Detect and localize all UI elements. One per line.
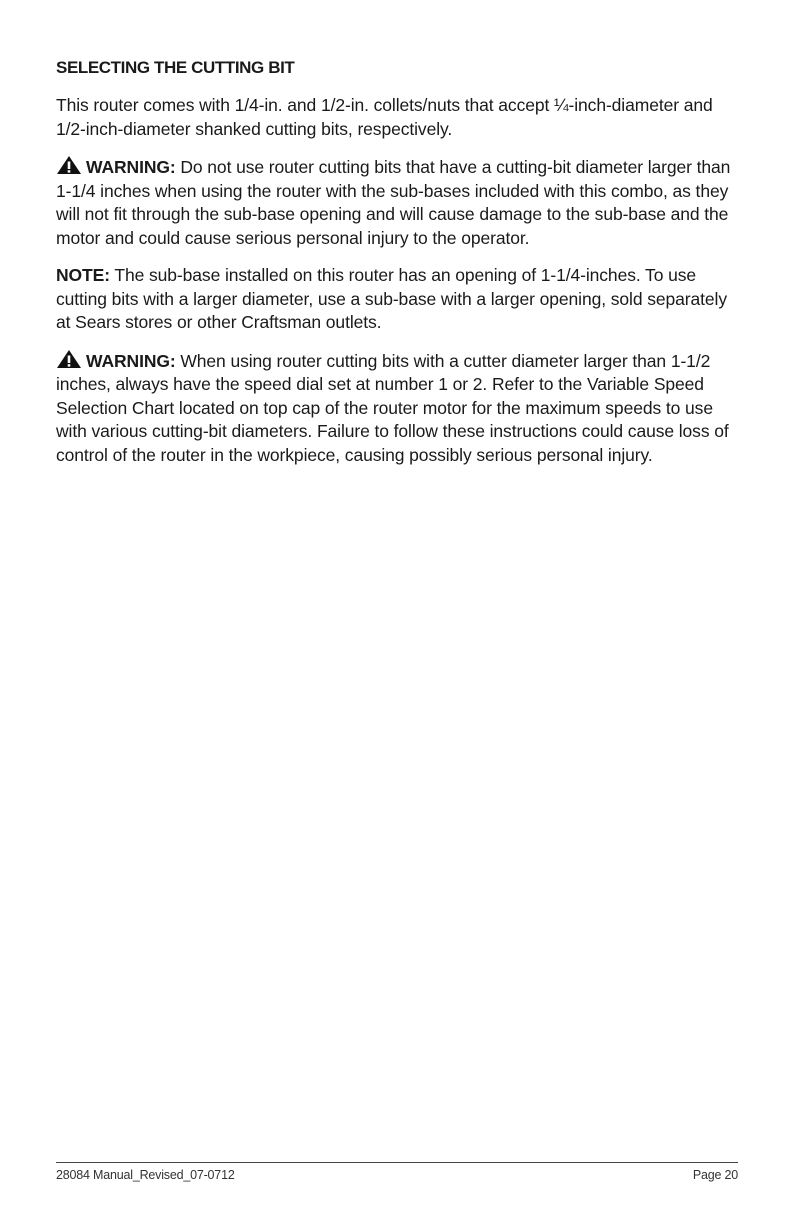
footer-page-number: Page 20: [692, 1168, 738, 1182]
note-paragraph: [56, 264, 746, 335]
warning-triangle-icon: [56, 155, 82, 175]
footer-document-id: 28084 Manual_Revised_07-0712: [56, 1168, 235, 1182]
page-footer: [56, 1168, 738, 1182]
warning-label: WARNING:: [86, 350, 176, 371]
warning-triangle-icon: [56, 349, 82, 369]
page-content: [56, 58, 746, 483]
warning-paragraph-1: [56, 155, 746, 250]
warning-label: WARNING:: [86, 157, 176, 177]
footer-divider: [56, 1162, 738, 1163]
warning-text: Do not use router cutting bits that have a cutting-bit diameter larger than 1-1/4 inches when using the router with the sub-bases included with this combo, as they will not fit through the sub-base opening and will cause damage to the sub-base and the motor and could cause serious personal injury to the operator.: [56, 157, 731, 248]
intro-paragraph: This router comes with 1/4-in. and 1/2-in. collets/nuts that accept ¼-inch-diameter and 1/2-inch-diameter shanked cutting bits, respectively.: [56, 95, 713, 139]
warning-paragraph-2: [56, 349, 746, 468]
note-label: NOTE:: [56, 265, 110, 285]
note-text: The sub-base installed on this router has an opening of 1-1/4-inches. To use cutting bits with a larger diameter, use a sub-base with a larger opening, sold separately at Sears stores or other Craftsman outlets.: [56, 265, 727, 332]
section-title: SELECTING THE CUTTING BIT: [56, 58, 295, 77]
warning-text: When using router cutting bits with a cutter diameter larger than 1-1/2 inches, always have the speed dial set at number 1 or 2. Refer to the Variable Speed Selection Chart located on top cap of the router motor for the maximum speeds to use with various cutting-bit diameters. Failure to follow these instructions could cause loss of control of the router in the workpiece, causing possibly serious personal injury.: [56, 350, 729, 465]
